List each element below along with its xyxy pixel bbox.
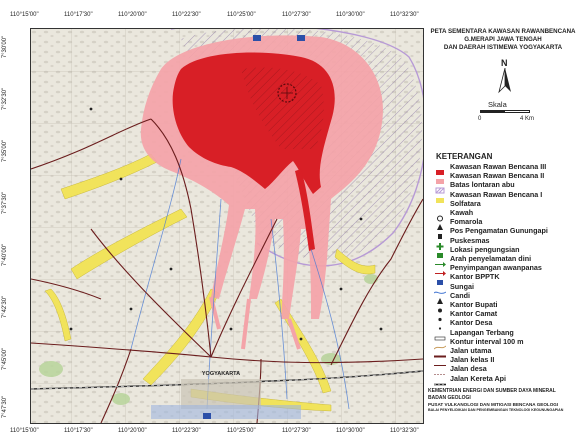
legend-label: Kantor Desa [450, 318, 493, 328]
legend-item [434, 162, 582, 171]
legend-item [434, 208, 582, 217]
lat-tick: 7°45'00" [2, 347, 9, 371]
legend-label: Lokasi pengungsian [450, 244, 520, 254]
crater-icon [434, 209, 446, 216]
legend-item [434, 171, 582, 180]
legend-item [434, 245, 582, 254]
legend-label: Kawasan Rawan Bencana I [450, 189, 543, 199]
legend-item [434, 190, 582, 199]
contour-icon [434, 338, 446, 345]
evacuation-site-icon [434, 246, 446, 253]
legend-item [434, 263, 582, 272]
legend-label: Penyimpangan awanpanas [450, 263, 542, 273]
lon-tick-bottom: 110°27'30" [282, 428, 311, 434]
legend-item [434, 236, 582, 245]
lon-tick-bottom: 110°25'00" [227, 428, 256, 434]
scale-label: Skala [488, 100, 507, 109]
map-title-line: DAN DAERAH ISTIMEWA YOGYAKARTA [443, 44, 563, 51]
legend-item [434, 254, 582, 263]
lon-tick-top: 110°32'30" [390, 12, 419, 18]
legend-heading: KETERANGAN [436, 152, 493, 161]
footer-line: KEMENTRIAN ENERGI DAN SUMBER DAYA MINERAL [428, 388, 556, 394]
lat-tick: 7°37'30" [2, 191, 9, 215]
legend-item [434, 291, 582, 300]
legend-label: Puskesmas [450, 235, 490, 245]
map-title-line: PETA SEMENTARA KAWASAN RAWANBENCANA [430, 28, 576, 35]
legend-label: Jalan desa [450, 364, 487, 374]
class2-road-icon [434, 356, 446, 363]
lon-tick-top: 110°20'00" [118, 12, 147, 18]
footer-line: BADAN GEOLOGI [428, 395, 471, 401]
lon-tick-bottom: 110°15'00" [10, 428, 39, 434]
railway-icon [434, 375, 446, 382]
legend-item [434, 282, 582, 291]
zone2-icon [434, 172, 446, 179]
ashfall-hatch-icon [434, 181, 446, 188]
lon-tick-top: 110°27'30" [282, 12, 311, 18]
zone3-icon [434, 163, 446, 170]
lon-tick-bottom: 110°30'00" [336, 428, 365, 434]
health-center-icon [434, 237, 446, 244]
legend-label: Kantor BPPTK [450, 272, 500, 282]
legend-label: Kontur interval 100 m [450, 336, 524, 346]
legend-label: Jalan kelas II [450, 355, 495, 365]
bpptk-office-icon [434, 273, 446, 280]
scale-bar [478, 110, 535, 122]
lat-tick: 7°35'00" [2, 139, 9, 163]
legend-label: Kantor Bupati [450, 300, 498, 309]
north-arrow-icon [498, 68, 512, 94]
observation-post-icon [434, 227, 446, 234]
airfield-icon [434, 329, 446, 336]
legend-label: Jalan Kereta Api [450, 373, 507, 383]
legend-item [434, 346, 582, 355]
legend-label: Lapangan Terbang [450, 327, 514, 337]
legend-label: Pos Pengamatan Gunungapi [450, 226, 548, 236]
legend-item [434, 199, 582, 208]
north-label: N [501, 58, 508, 68]
lon-tick-bottom: 110°20'00" [118, 428, 147, 434]
legend-label: Arah penyelamatan dini [450, 254, 532, 263]
scale-min-label: 0 [478, 116, 482, 122]
footer-block [424, 388, 582, 422]
legend-item [434, 309, 582, 318]
lat-tick: 7°42'30" [2, 295, 9, 319]
village-road-icon [434, 365, 446, 372]
legend-label: Kantor Camat [450, 309, 498, 319]
legend-item [434, 364, 582, 373]
footer-line: BALAI PENYELIDIKAN DAN PENGEMBANGAN TEKNOLOGI KEGUNUNGAPIAN [428, 408, 564, 412]
legend-item [434, 374, 582, 383]
map-legend-panel [424, 28, 582, 422]
pyroclastic-flow-icon [434, 264, 446, 271]
lon-tick-top: 110°22'30" [172, 12, 201, 18]
legend-item [434, 272, 582, 281]
legend-item [434, 355, 582, 364]
river-icon [434, 283, 446, 290]
footer-line: PUSAT VULKANOLOGI DAN MITIGASI BENCANA GEOLOGI [428, 402, 559, 407]
legend-item [434, 318, 582, 327]
legend-item [434, 217, 582, 226]
lat-tick: 7°47'30" [2, 395, 9, 419]
hazard-map-canvas [31, 29, 423, 423]
lon-tick-top: 110°30'00" [336, 12, 365, 18]
lat-tick: 7°32'30" [2, 87, 9, 111]
legend-item [434, 328, 582, 337]
legend-label: Kawah [450, 208, 474, 217]
lon-tick-bottom: 110°22'30" [172, 428, 201, 434]
legend-label: Batas lontaran abu [450, 180, 515, 190]
village-office-icon [434, 319, 446, 326]
legend-label: Fomarola [450, 217, 483, 227]
temple-icon [434, 292, 446, 299]
regent-office-icon [434, 301, 446, 308]
district-office-icon [434, 310, 446, 317]
evacuation-arrow-icon [434, 255, 446, 262]
legend-item [434, 180, 582, 189]
legend-item [434, 337, 582, 346]
lat-tick: 7°40'00" [2, 243, 9, 267]
lon-tick-top: 110°17'30" [64, 12, 93, 18]
lon-tick-bottom: 110°32'30" [390, 428, 419, 434]
legend-label: Sungai [450, 281, 474, 291]
lon-tick-top: 110°25'00" [227, 12, 256, 18]
solfatara-icon [434, 200, 446, 207]
map-title-line: G.MERAPI JAWA TENGAH [464, 36, 542, 43]
hazard-map[interactable] [30, 28, 424, 424]
main-road-icon [434, 347, 446, 354]
legend-item [434, 300, 582, 309]
legend-label: Candi [450, 290, 470, 300]
lon-tick-top: 110°15'00" [10, 12, 39, 18]
zone1-icon [434, 191, 446, 198]
legend-label: Jalan utama [450, 346, 492, 355]
city-label: YOGYAKARTA [201, 371, 241, 377]
legend-label: Solfatara [450, 198, 481, 208]
lat-tick: 7°30'00" [2, 35, 9, 59]
scale-max-label: 4 Km [520, 116, 535, 122]
legend-label: Kawasan Rawan Bencana II [450, 171, 545, 181]
fumarole-icon [434, 218, 446, 225]
north-arrow [498, 58, 512, 94]
legend-label: Kawasan Rawan Bencana III [450, 162, 547, 171]
lon-tick-bottom: 110°17'30" [64, 428, 93, 434]
legend-item [434, 226, 582, 235]
